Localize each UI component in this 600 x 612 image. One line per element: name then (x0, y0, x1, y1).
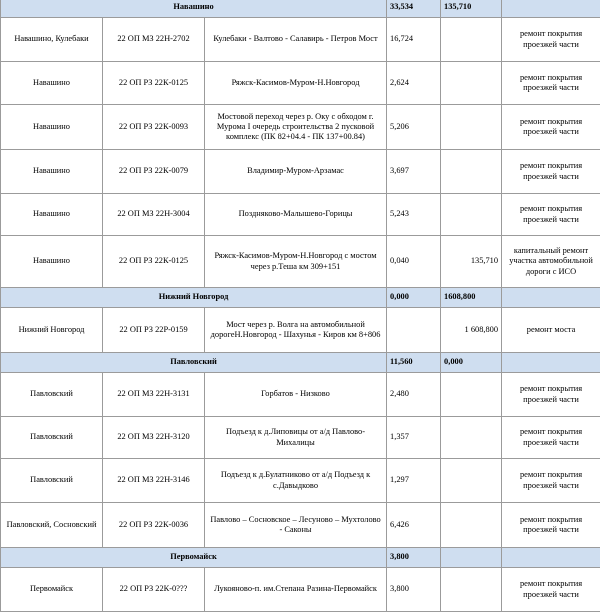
road-code-cell: 22 ОП МЗ 22Н-3120 (103, 417, 205, 459)
work-type-cell: ремонт покрытия проезжей части (502, 18, 600, 62)
road-name-cell: Мостовой переход через р. Оку с обходом г. Мурома I очередь строительства 2 пусковой комплекс (ПК 82+04.4 - ПК 137+00.84) (205, 105, 387, 150)
table-row (1, 459, 600, 503)
work-type-cell: ремонт покрытия проезжей части (502, 503, 600, 548)
table-row (1, 568, 600, 612)
district-cell: Навашино (1, 62, 103, 105)
group-header-row (1, 0, 600, 18)
road-name-cell: Кулебаки - Валтово - Салавирь - Петров Мост (205, 18, 387, 62)
group-name: Нижний Новгород (1, 288, 387, 308)
length-cell: 1,357 (387, 417, 441, 459)
district-cell: Павловский (1, 373, 103, 417)
amount-cell (441, 417, 502, 459)
group-total-amount: 135,710 (441, 0, 502, 18)
group-total-amount (441, 548, 502, 568)
amount-cell (441, 373, 502, 417)
work-type-cell: ремонт покрытия проезжей части (502, 417, 600, 459)
road-name-cell: Поздняково-Малышево-Горицы (205, 194, 387, 236)
district-cell: Нижний Новгород (1, 308, 103, 353)
amount-cell (441, 18, 502, 62)
road-code-cell: 22 ОП МЗ 22Н-3131 (103, 373, 205, 417)
amount-cell (441, 194, 502, 236)
work-type-cell: ремонт покрытия проезжей части (502, 373, 600, 417)
district-cell: Навашино (1, 150, 103, 194)
road-code-cell: 22 ОП МЗ 22Н-2702 (103, 18, 205, 62)
road-code-cell: 22 ОП РЗ 22К-0079 (103, 150, 205, 194)
work-type-cell: ремонт покрытия проезжей части (502, 568, 600, 612)
work-type-cell: ремонт покрытия проезжей части (502, 105, 600, 150)
group-empty-cell (502, 353, 600, 373)
district-cell: Навашино (1, 105, 103, 150)
district-cell: Навашино, Кулебаки (1, 18, 103, 62)
length-cell: 5,206 (387, 105, 441, 150)
group-header-row (1, 288, 600, 308)
length-cell: 16,724 (387, 18, 441, 62)
group-header-row (1, 548, 600, 568)
amount-cell (441, 459, 502, 503)
district-cell: Павловский (1, 459, 103, 503)
length-cell: 2,624 (387, 62, 441, 105)
amount-cell (441, 105, 502, 150)
group-name: Навашино (1, 0, 387, 18)
road-name-cell: Ряжск-Касимов-Муром-Н.Новгород с мостом через р.Теша км 309+151 (205, 236, 387, 288)
district-cell: Навашино (1, 236, 103, 288)
district-cell: Павловский (1, 417, 103, 459)
length-cell: 2,480 (387, 373, 441, 417)
road-name-cell: Горбатов - Низково (205, 373, 387, 417)
group-total-length: 11,560 (387, 353, 441, 373)
amount-cell (441, 568, 502, 612)
work-type-cell: ремонт покрытия проезжей части (502, 62, 600, 105)
group-total-amount: 0,000 (441, 353, 502, 373)
road-code-cell: 22 ОП МЗ 22Н-3004 (103, 194, 205, 236)
road-code-cell: 22 ОП РЗ 22К-0093 (103, 105, 205, 150)
road-code-cell: 22 ОП РЗ 22Р-0159 (103, 308, 205, 353)
amount-cell: 1 608,800 (441, 308, 502, 353)
work-type-cell: ремонт покрытия проезжей части (502, 459, 600, 503)
length-cell: 1,297 (387, 459, 441, 503)
length-cell: 6,426 (387, 503, 441, 548)
table-row (1, 194, 600, 236)
length-cell: 5,243 (387, 194, 441, 236)
length-cell (387, 308, 441, 353)
length-cell: 3,800 (387, 568, 441, 612)
group-empty-cell (502, 0, 600, 18)
road-name-cell: Ряжск-Касимов-Муром-Н.Новгород (205, 62, 387, 105)
road-name-cell: Павлово – Сосновское – Лесуново – Мухтолово - Саконы (205, 503, 387, 548)
table-row (1, 18, 600, 62)
group-empty-cell (502, 548, 600, 568)
district-cell: Первомайск (1, 568, 103, 612)
work-type-cell: ремонт моста (502, 308, 600, 353)
road-code-cell: 22 ОП МЗ 22Н-3146 (103, 459, 205, 503)
table-body (1, 0, 600, 612)
table-row (1, 150, 600, 194)
length-cell: 0,040 (387, 236, 441, 288)
length-cell: 3,697 (387, 150, 441, 194)
table-row (1, 62, 600, 105)
amount-cell (441, 150, 502, 194)
district-cell: Навашино (1, 194, 103, 236)
road-name-cell: Подъезд к д.Липовицы от а/д Павлово-Михалицы (205, 417, 387, 459)
group-header-row (1, 353, 600, 373)
road-code-cell: 22 ОП РЗ 22К-0125 (103, 236, 205, 288)
table-row (1, 373, 600, 417)
group-name: Первомайск (1, 548, 387, 568)
road-code-cell: 22 ОП РЗ 22К-0125 (103, 62, 205, 105)
table-row (1, 236, 600, 288)
district-cell: Павловский, Сосновский (1, 503, 103, 548)
work-type-cell: ремонт покрытия проезжей части (502, 150, 600, 194)
road-code-cell: 22 ОП РЗ 22К-0??? (103, 568, 205, 612)
work-type-cell: капитальный ремонт участка автомобильной дороги с ИСО (502, 236, 600, 288)
group-name: Павловский (1, 353, 387, 373)
road-name-cell: Подъезд к д.Булатниково от а/д Подъезд к с.Давыдково (205, 459, 387, 503)
group-total-amount: 1608,800 (441, 288, 502, 308)
road-name-cell: Владимир-Муром-Арзамас (205, 150, 387, 194)
work-type-cell: ремонт покрытия проезжей части (502, 194, 600, 236)
table-row (1, 308, 600, 353)
group-total-length: 3,800 (387, 548, 441, 568)
amount-cell: 135,710 (441, 236, 502, 288)
road-name-cell: Лукояново-п. им.Степана Разина-Первомайск (205, 568, 387, 612)
group-total-length: 0,000 (387, 288, 441, 308)
road-name-cell: Мост через р. Волга на автомобильной дорогеН.Новгород - Шахунья - Киров км 8+806 (205, 308, 387, 353)
table-row (1, 105, 600, 150)
amount-cell (441, 503, 502, 548)
road-code-cell: 22 ОП РЗ 22К-0036 (103, 503, 205, 548)
group-empty-cell (502, 288, 600, 308)
group-total-length: 33,534 (387, 0, 441, 18)
table-row (1, 503, 600, 548)
amount-cell (441, 62, 502, 105)
table-row (1, 417, 600, 459)
